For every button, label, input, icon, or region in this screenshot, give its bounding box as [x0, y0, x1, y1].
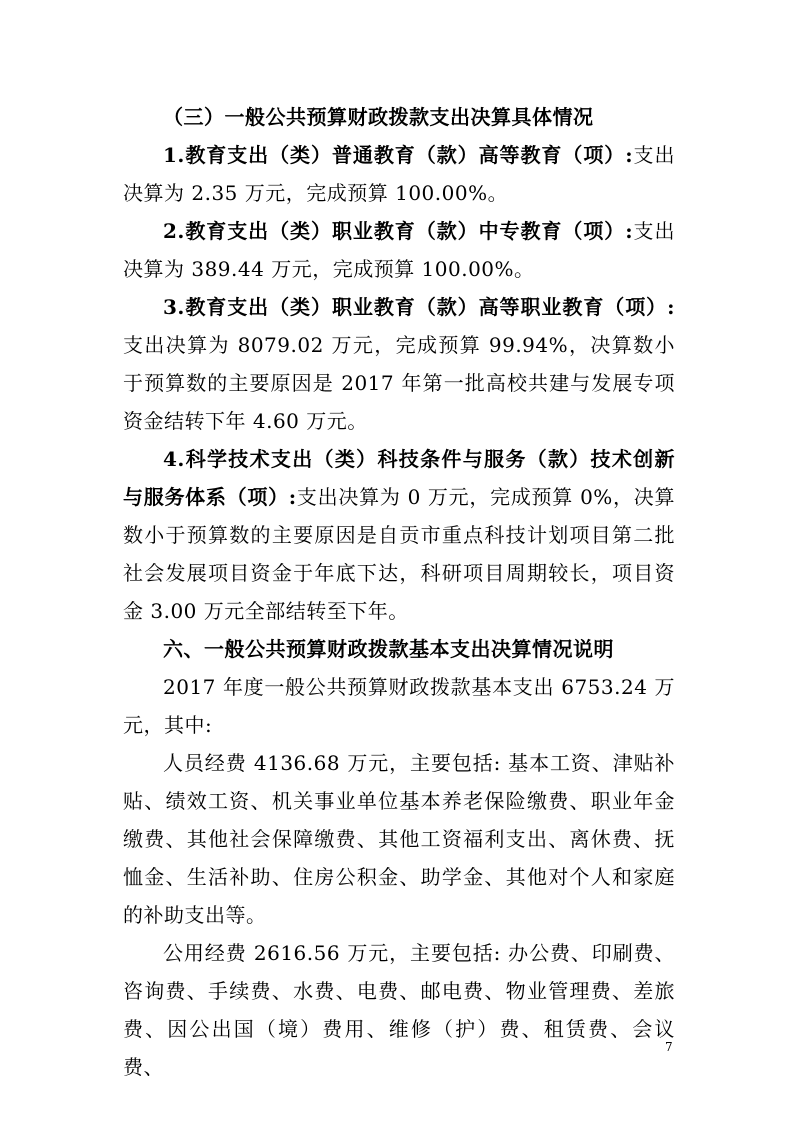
item-1 [123, 136, 675, 212]
item-3-body: 支出决算为 8079.02 万元，完成预算 99.94%，决算数小于预算数的主要原因是 2017 年第一批高校共建与发展专项资金结转下年 4.60 万元。 [123, 333, 675, 433]
personnel-expenses: 人员经费 4136.68 万元，主要包括: 基本工资、津贴补贴、绩效工资、机关事业单位基本养老保险缴费、职业年金缴费、其他社会保障缴费、其他工资福利支出、离休费、抚恤金、生活补助、住房公积金、助学金、其他对个人和家庭的补助支出等。 [123, 751, 675, 927]
section6-intro: 2017 年度一般公共预算财政拨款基本支出 6753.24 万元，其中: [123, 675, 675, 737]
page-content [123, 98, 675, 1086]
item-1-title: 1.教育支出（类）普通教育（款）高等教育（项）: [163, 143, 634, 167]
item-2 [123, 212, 675, 288]
item-3-title: 3.教育支出（类）职业教育（款）高等职业教育（项）: [163, 295, 675, 319]
item-2-body: 支出决算为 389.44 万元，完成预算 100.00%。 [123, 219, 676, 281]
item-4-title: 4.科学技术支出（类）科技条件与服务（款）技术创新与服务体系（项）: [123, 447, 675, 509]
section6-heading: 六、一般公共预算财政拨款基本支出决算情况说明 [163, 637, 614, 661]
page-number: 7 [665, 1040, 673, 1054]
item-4-body: 支出决算为 0 万元，完成预算 0%，决算数小于预算数的主要原因是自贡市重点科技计划项目第二批社会发展项目资金于年底下达，科研项目周期较长，项目资金 3.00 万元全部结转至下年。 [123, 485, 675, 623]
section-heading: （三）一般公共预算财政拨款支出决算具体情况 [163, 105, 594, 129]
item-2-title: 2.教育支出（类）职业教育（款）中专教育（项）: [163, 219, 634, 243]
item-4 [123, 440, 675, 630]
item-3 [123, 288, 675, 440]
item-1-body: 支出决算为 2.35 万元，完成预算 100.00%。 [123, 143, 676, 205]
public-expenses: 公用经费 2616.56 万元，主要包括: 办公费、印刷费、咨询费、手续费、水费、电费、邮电费、物业管理费、差旅费、因公出国（境）费用、维修（护）费、租赁费、会议费、 [123, 941, 675, 1079]
